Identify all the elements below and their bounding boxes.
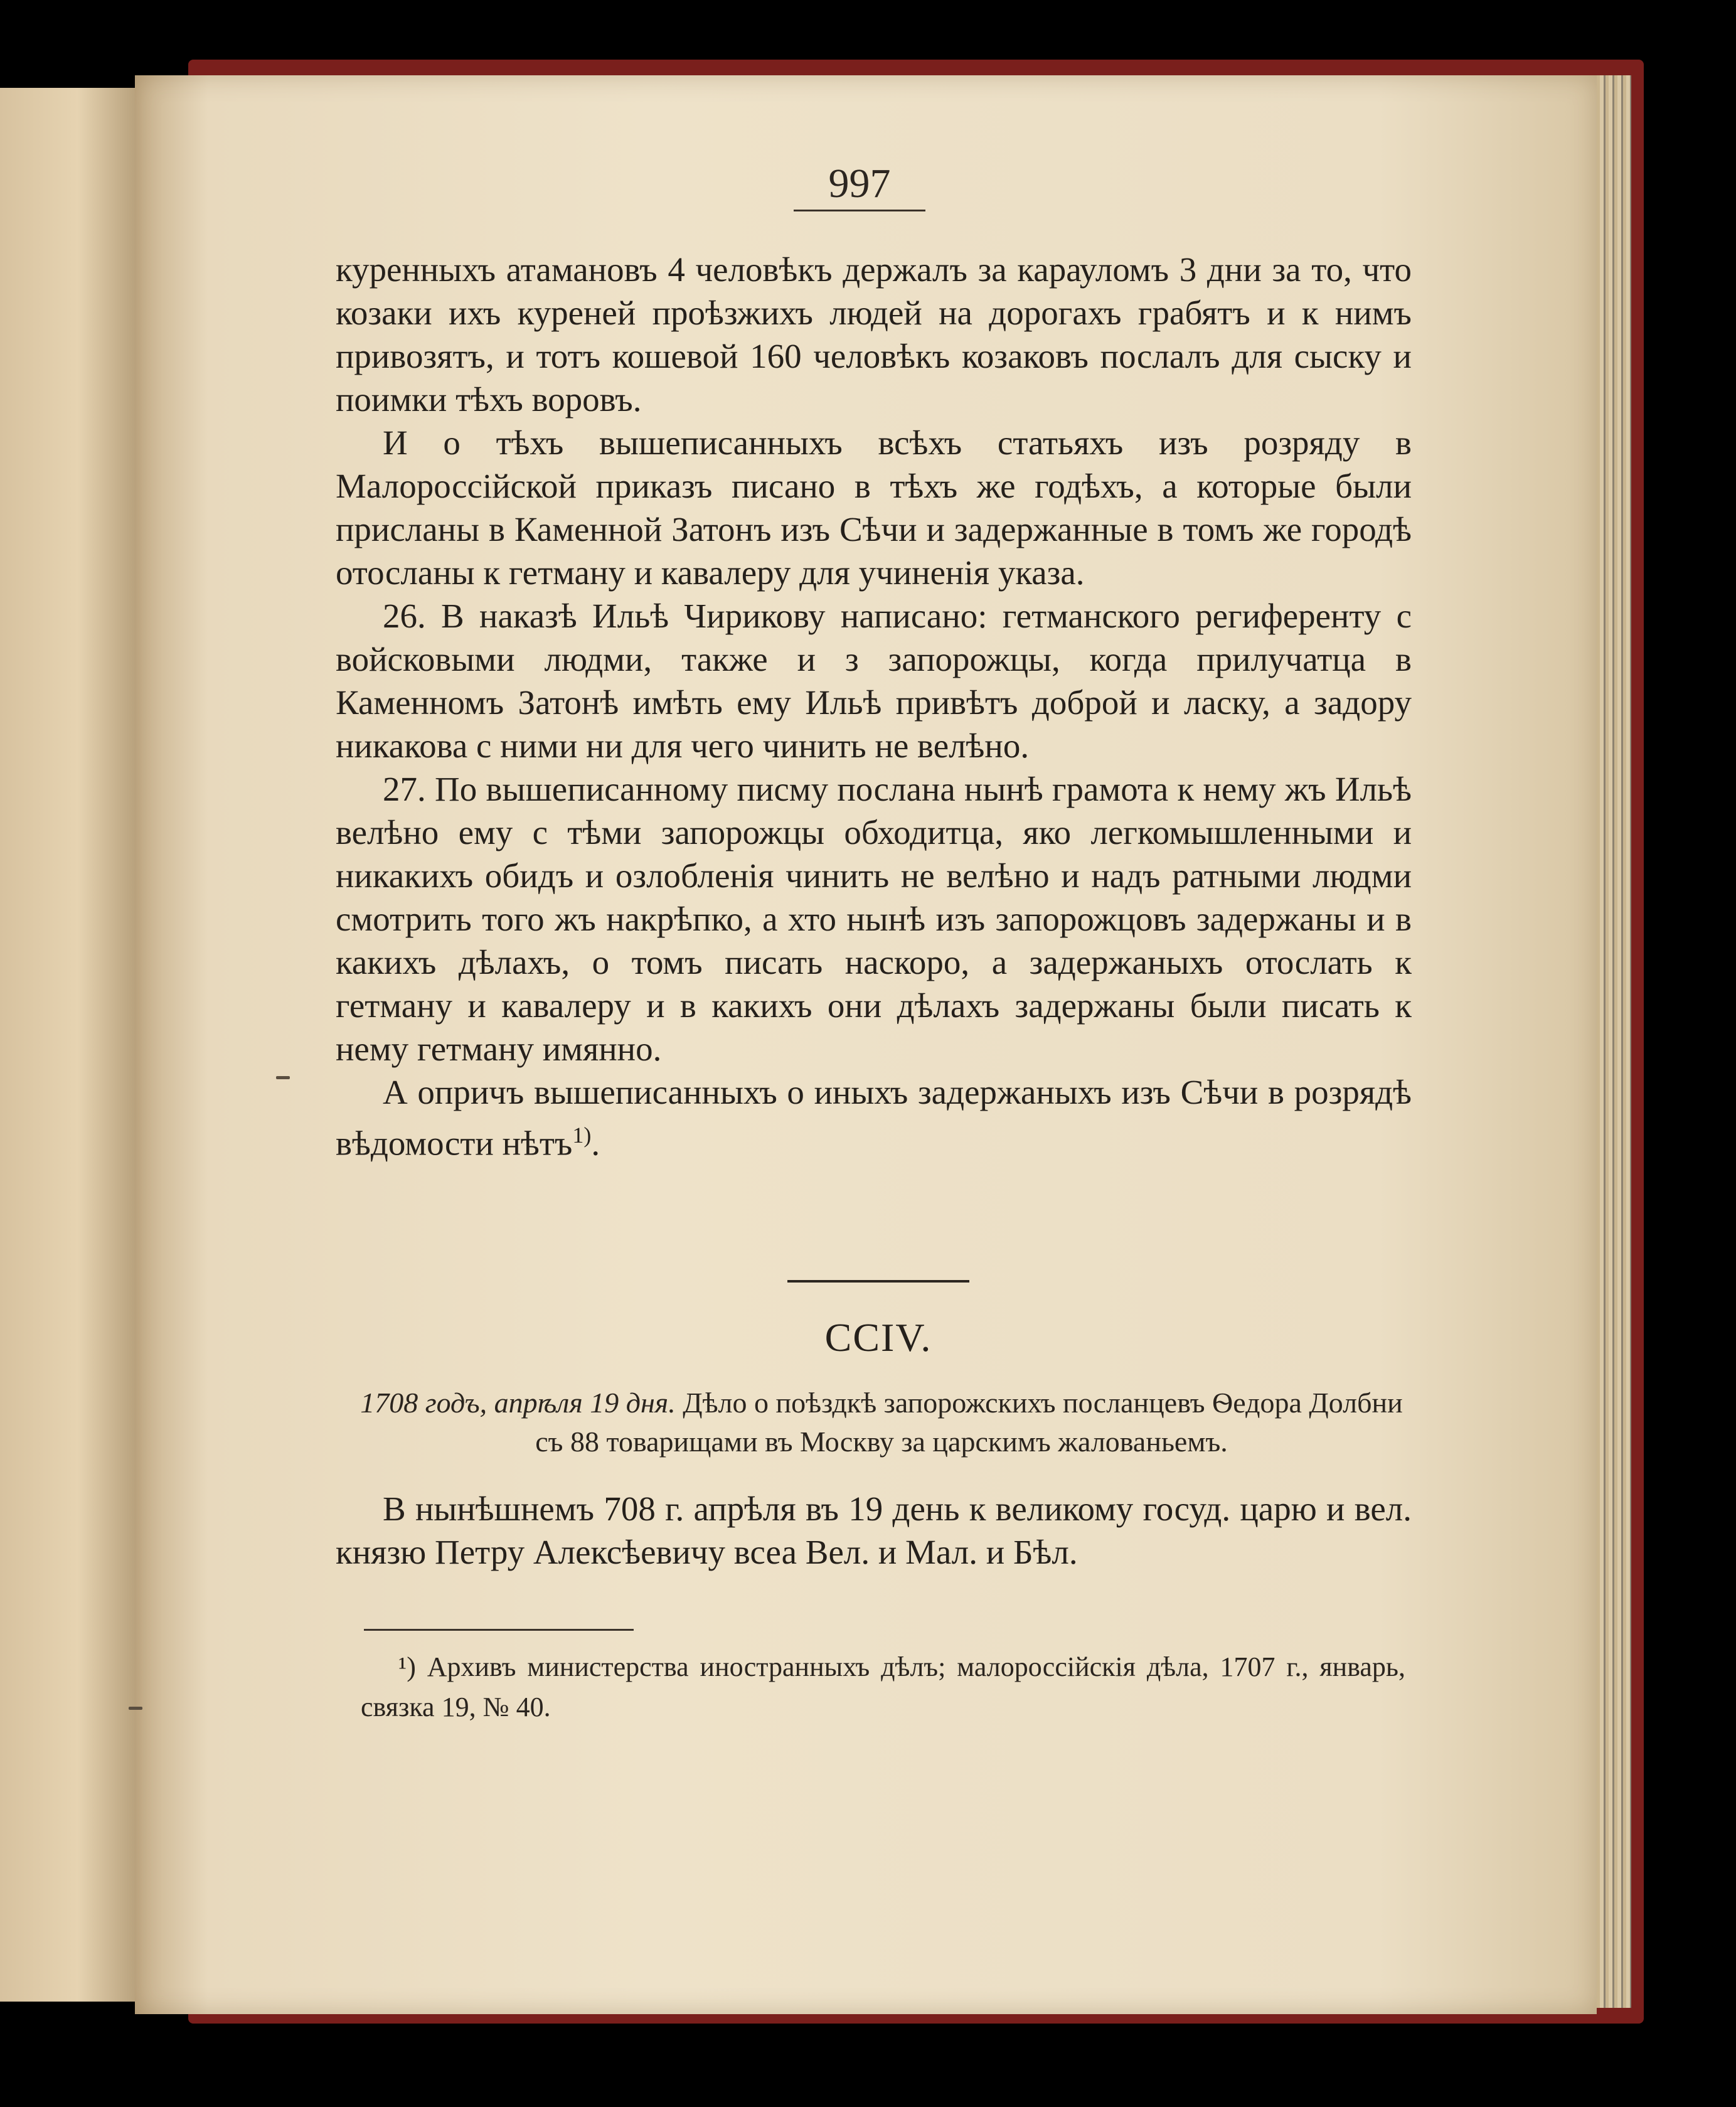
body-text-bottom (336, 1487, 1412, 1574)
margin-mark (276, 1076, 290, 1079)
heading-date: 1708 годъ, апрѣля 19 дня. (360, 1387, 676, 1419)
document-heading (351, 1384, 1412, 1461)
closing-punctuation: . (591, 1124, 600, 1163)
page-number-rule (794, 210, 925, 211)
footnote-rule (364, 1629, 634, 1631)
footnote (361, 1647, 1405, 1727)
left-page-edge (0, 88, 141, 2002)
paragraph: В нынѣшнемъ 708 г. апрѣля въ 19 день к великому госуд. царю и вел. князю Петру Алексѣевичу всеа Вел. и Мал. и Бѣл. (336, 1490, 1412, 1571)
paragraph-text: А опричъ вышеписанныхъ о иныхъ задержаныхъ изъ Сѣчи в розрядѣ вѣдомости нѣтъ (336, 1073, 1412, 1163)
paragraph: И о тѣхъ вышеписанныхъ всѣхъ статьяхъ изъ розряду в Малороссійской приказъ писано в тѣхъ же годѣхъ, а которые были присланы в Каменной Затонъ изъ Сѣчи и задержанные в томъ же городѣ отосланы к гетману и кавалеру для учиненія указа. (336, 424, 1412, 592)
section-divider (787, 1280, 969, 1283)
footnote-text: ¹) Архивъ министерства иностранныхъ дѣлъ; малороссійскія дѣла, 1707 г., январь, связка 19, № 40. (361, 1651, 1405, 1722)
paragraph: 26. В наказѣ Ильѣ Чирикову написано: гетманского региференту с войсковыми людми, также и з запорожцы, когда прилучатца в Каменномъ Затонѣ имѣть ему Ильѣ привѣтъ доброй и ласку, а задору никакова с ними ни для чего чинить не велѣно. (336, 597, 1412, 765)
footnote-marker: 1) (572, 1123, 592, 1148)
page-number: 997 (828, 161, 891, 206)
heading-text: Дѣло о поѣздкѣ запорожскихъ посланцевъ Ѳедора Долбни съ 88 товарищами въ Москву за царскимъ жалованьемъ. (535, 1387, 1403, 1458)
paragraph-last (336, 1070, 1412, 1165)
margin-mark (129, 1707, 142, 1710)
paragraph: 27. По вышеписанному писму послана нынѣ грамота к нему жъ Ильѣ велѣно ему с тѣми запорожцы обходитца, яко легкомышленными и никакихъ обидъ и озлобленія чинить не велѣно и надъ ратными людми смотрить того жъ накрѣпко, а хто нынѣ изъ запорожцовъ задержаны и в какихъ дѣлахъ, о томъ писать наскоро, а задержаныхъ отослать к гетману и кавалеру и в какихъ они дѣлахъ задержаны были писать к нему гетману имянно. (336, 770, 1412, 1068)
paragraph: куренныхъ атамановъ 4 человѣкъ держалъ за карауломъ 3 дни за то, что козаки ихъ куреней проѣзжихъ людей на дорогахъ грабятъ и к нимъ привозятъ, и тотъ кошевой 160 человѣкъ козаковъ послалъ для сыску и поимки тѣхъ воровъ. (336, 250, 1412, 419)
body-text-top (336, 248, 1412, 1165)
section-number: CCIV. (824, 1315, 932, 1360)
